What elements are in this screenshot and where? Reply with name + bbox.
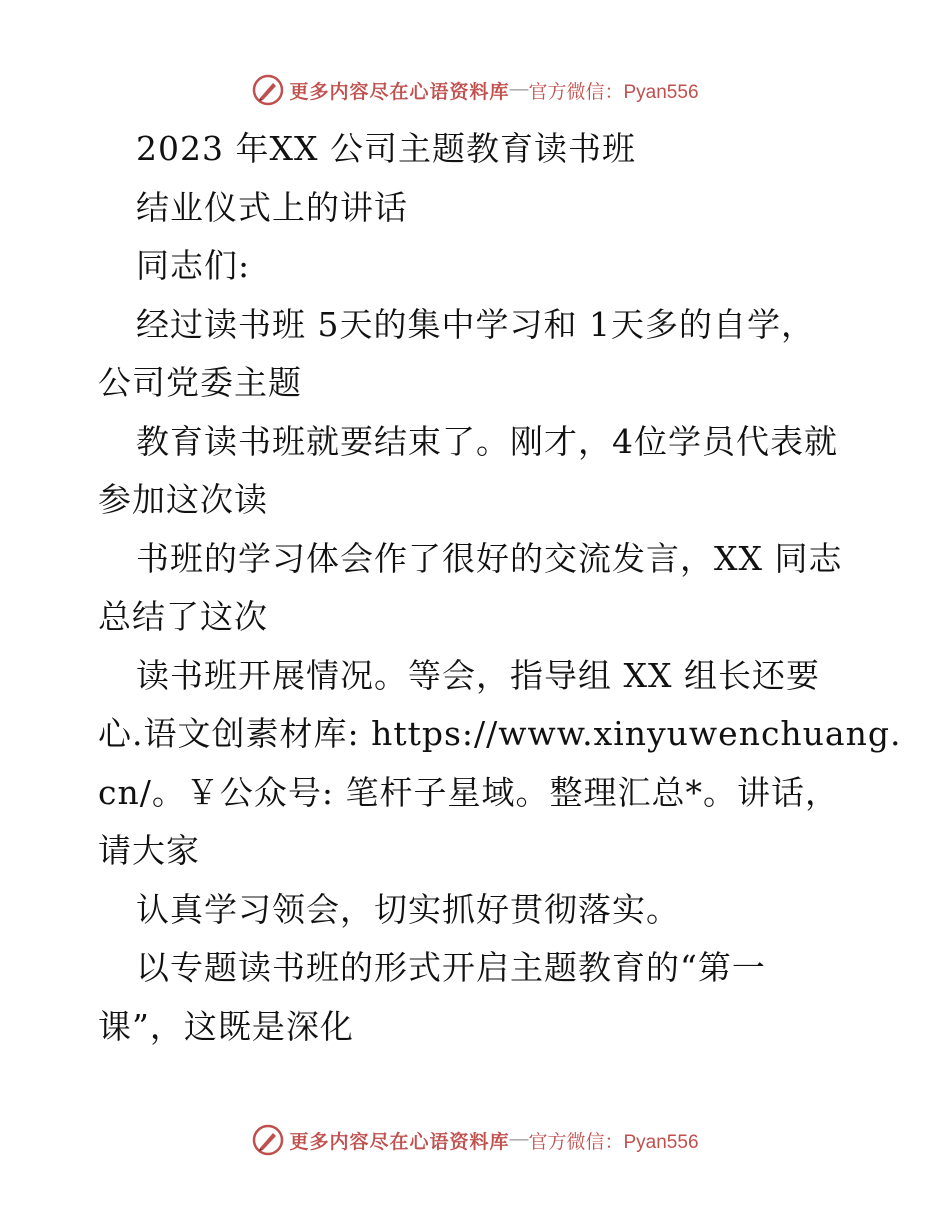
doc-line: 2023 年XX 公司主题教育读书班	[136, 129, 636, 168]
doc-line: 教育读书班就要结束了。刚才，4位学员代表就	[136, 421, 838, 461]
watermark-sub-text: 官方微信：Pyan556	[528, 81, 699, 103]
doc-line: 课”，这既是深化	[98, 1006, 354, 1046]
doc-line: 以专题读书班的形式开启主题教育的“第一	[136, 948, 766, 987]
pen-logo-icon	[251, 73, 285, 107]
doc-line: cn/。￥公众号: 笔杆子星域。整理汇总*。讲话，	[98, 772, 839, 812]
pen-logo-icon	[251, 1123, 285, 1157]
header-watermark	[0, 70, 950, 110]
doc-line: 总结了这次	[98, 597, 268, 636]
doc-line: 同志们:	[136, 246, 251, 285]
doc-line: 读书班开展情况。等会，指导组 XX 组长还要	[136, 655, 820, 695]
footer-watermark	[0, 1120, 950, 1160]
document-body	[98, 120, 902, 1056]
doc-line: 参加这次读	[98, 480, 268, 519]
watermark-main-text: 更多内容尽在心语资料库	[289, 81, 510, 103]
doc-line: 公司党委主题	[98, 363, 302, 402]
watermark-sub-text: 官方微信：Pyan556	[528, 1131, 699, 1153]
doc-line: 请大家	[98, 831, 200, 870]
doc-line: 经过读书班 5天的集中学习和 1天多的自学，	[136, 304, 815, 344]
watermark-dash: —	[509, 79, 529, 100]
watermark-dash: —	[509, 1129, 529, 1150]
doc-line: 认真学习领会，切实抓好贯彻落实。	[136, 889, 680, 929]
doc-line: 心.语文创素材库: https://www.xinyuwenchuang.	[98, 714, 902, 753]
watermark-main-text: 更多内容尽在心语资料库	[289, 1131, 510, 1153]
doc-line: 结业仪式上的讲话	[136, 187, 408, 227]
doc-line: 书班的学习体会作了很好的交流发言，XX 同志	[136, 538, 843, 578]
